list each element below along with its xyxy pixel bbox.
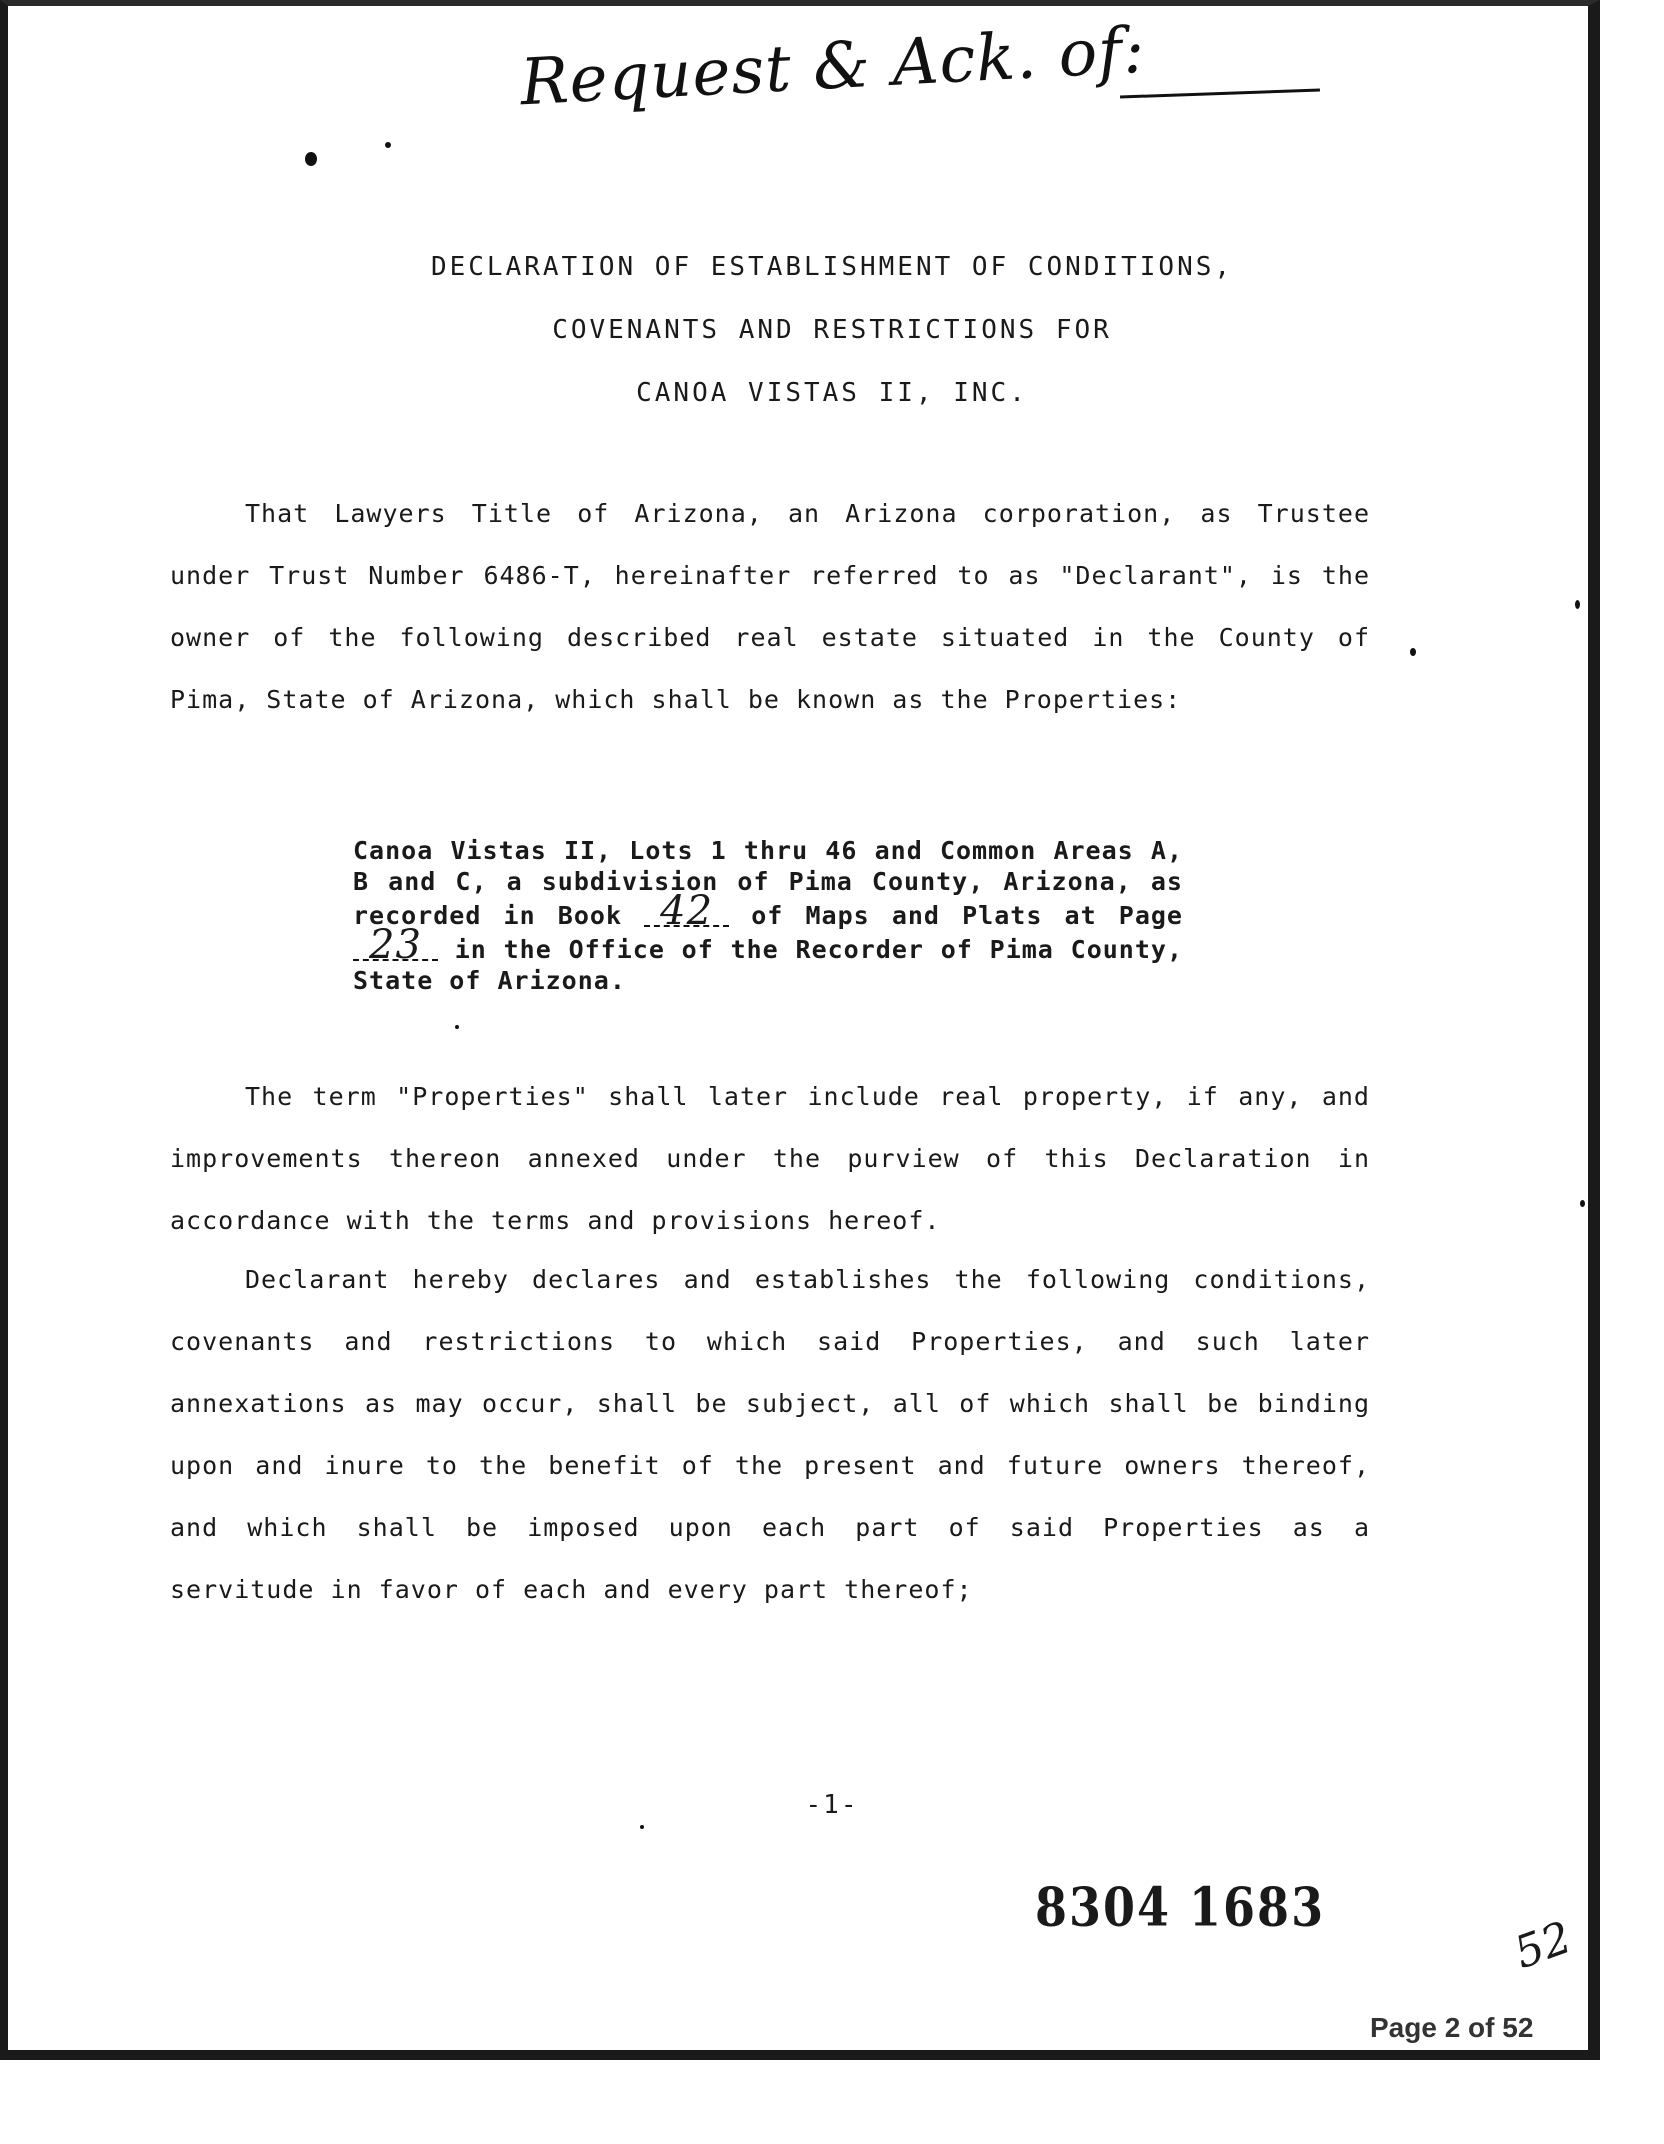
- paragraph-declaration: Declarant hereby declares and establishes the following conditions, covenants and restrictions to which said Properties, and such later annexations as may occur, shall be subject, all of which shall be binding upon and inure to the benefit of the present and future owners thereof, and which shall be imposed upon each part of said Properties as a servitude in favor of each and every part thereof;: [170, 1265, 1370, 1604]
- legal-description-part2: of Maps and Plats at Page: [751, 901, 1183, 930]
- handwritten-corner-mark: 52: [1507, 1911, 1579, 1980]
- title-line-2: COVENANTS AND RESTRICTIONS FOR: [552, 315, 1112, 345]
- page-number-handwritten: 23: [353, 931, 438, 961]
- recording-stamp: 8304 1683: [1035, 1875, 1326, 1939]
- title-line-3: CANOA VISTAS II, INC.: [636, 378, 1028, 408]
- scan-speck: [1575, 600, 1580, 609]
- legal-description-part1: Canoa Vistas II, Lots 1 thru 46 and Common Areas A, B and C, a subdivision of Pima County, Arizona, as recorded in Book: [353, 836, 1183, 930]
- scan-speck: [1410, 648, 1416, 656]
- scan-speck: [385, 142, 391, 148]
- page-counter: Page 2 of 52: [1370, 2012, 1534, 2043]
- scan-speck: [305, 152, 317, 166]
- scan-speck: [455, 1025, 459, 1029]
- paragraph-properties-term: The term "Properties" shall later include real property, if any, and improvements thereon annexed under the purview of this Declaration in accordance with the terms and provisions hereof.: [170, 1082, 1370, 1235]
- scan-speck: [1580, 1200, 1585, 1207]
- legal-description: [353, 835, 1183, 996]
- legal-description-part3: in the Office of the Recorder of Pima County, State of Arizona.: [353, 935, 1183, 995]
- book-number-handwritten: 42: [644, 897, 729, 927]
- handwritten-note: Request & Ack. of:: [518, 13, 1148, 121]
- paragraph-declarant: That Lawyers Title of Arizona, an Arizona corporation, as Trustee under Trust Number 6486-T, hereinafter referred to as "Declarant", is the owner of the following described real estate situated in the County of Pima, State of Arizona, which shall be known as the Properties:: [170, 499, 1370, 714]
- page-number: -1-: [805, 1790, 859, 1820]
- title-line-1: DECLARATION OF ESTABLISHMENT OF CONDITIONS,: [430, 252, 1234, 282]
- scan-speck: [640, 1825, 644, 1829]
